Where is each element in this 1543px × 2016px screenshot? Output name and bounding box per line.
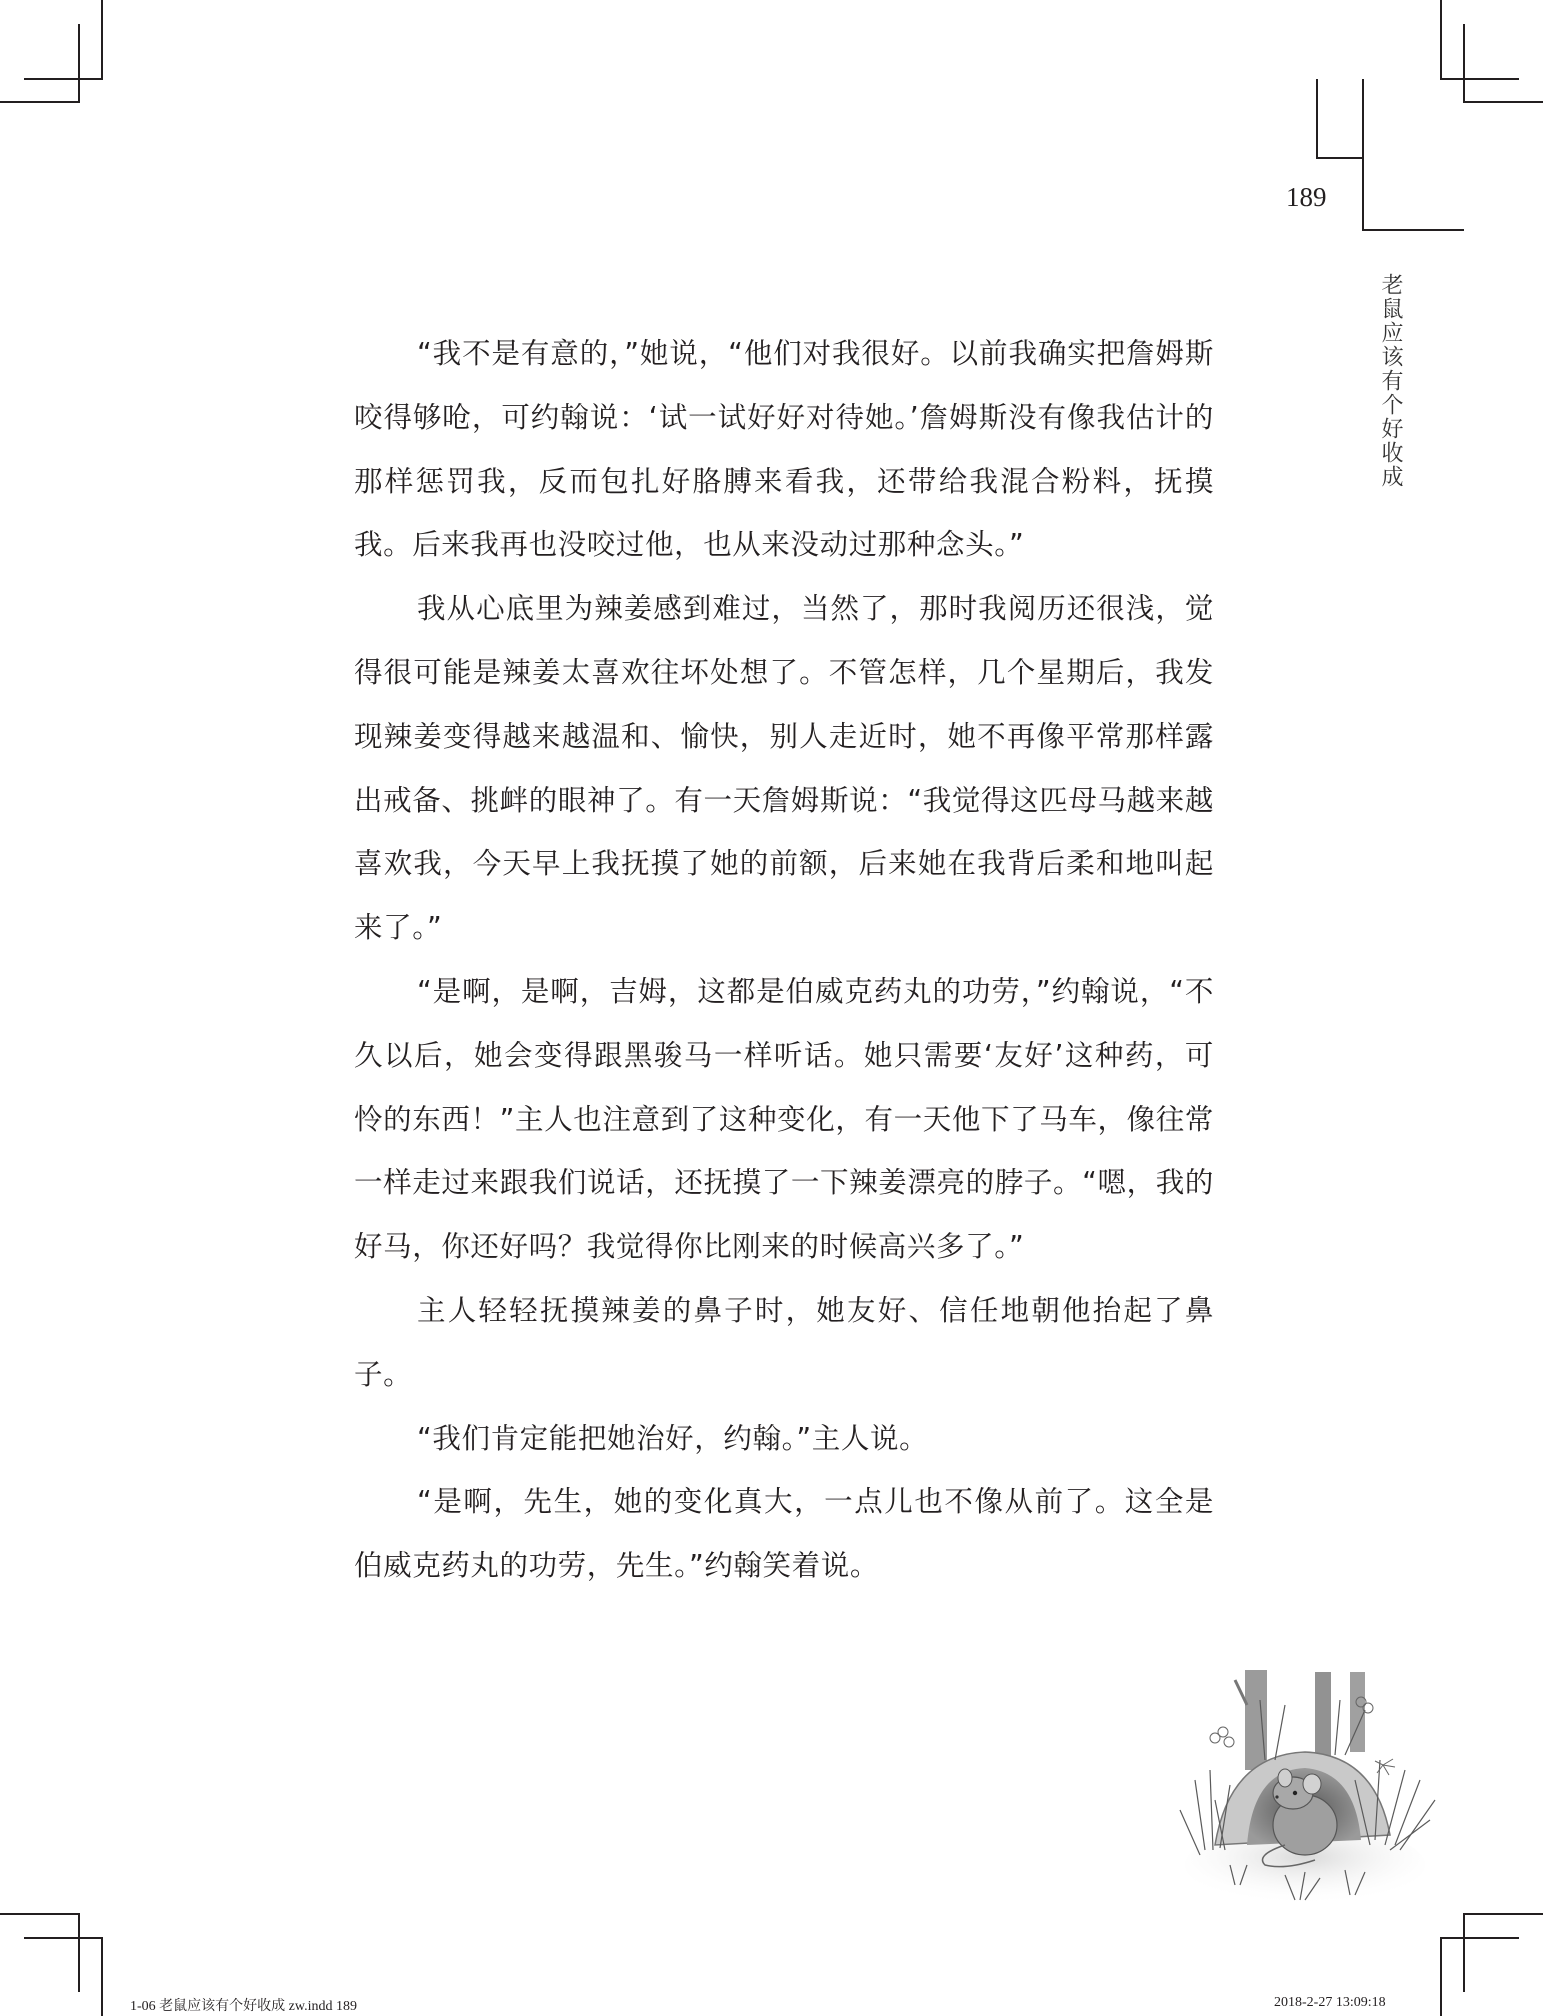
paragraph: 主人轻轻抚摸辣姜的鼻子时，她友好、信任地朝他抬起了鼻子。 (354, 1293, 1214, 1391)
page-number: 189 (1286, 182, 1327, 212)
crop-mark-top-left-horizontal-inner (24, 78, 103, 80)
header-bracket-right-vertical (1362, 79, 1364, 230)
paragraph: 我从心底里为辣姜感到难过，当然了，那时我阅历还很浅，觉得很可能是辣姜太喜欢往坏处想了。不管怎样，几个星期后，我发现辣姜变得越来越温和、愉快，别人走近时，她不再像平常那样露出戒备、挑衅的眼神了。有一天詹姆斯说：“我觉得这匹母马越来越喜欢我，今天早上我抚摸了她的前额，后来她在我背后柔和地叫起来了。” (354, 592, 1214, 945)
crop-mark-top-right-horizontal-inner (1440, 78, 1519, 80)
print-slug-timestamp: 2018-2-27 13:09:18 (1274, 1995, 1386, 2010)
crop-mark-bottom-right-horizontal-inner (1440, 1937, 1519, 1939)
crop-mark-bottom-right-vertical-outer (1440, 1937, 1442, 2016)
header-bracket-left-vertical (1316, 79, 1318, 158)
crop-mark-top-left-vertical-outer (101, 0, 103, 79)
paragraph: “是啊，是啊，吉姆，这都是伯威克药丸的功劳，”约翰说，“不久以后，她会变得跟黑骏马一样听话。她只需要‘友好’这种药，可怜的东西！”主人也注意到了这种变化，有一天他下了马车，像往常一样走过来跟我们说话，还抚摸了一下辣姜漂亮的脖子。“嗯，我的好马，你还好吗？我觉得你比刚来的时候高兴多了。” (354, 974, 1214, 1264)
crop-mark-top-left-horizontal-outer (0, 101, 80, 103)
crop-mark-bottom-left-vertical-outer (101, 1937, 103, 2016)
crop-mark-bottom-left-horizontal-outer (0, 1913, 80, 1915)
running-head-chapter-title: 老鼠应该有个好收成 (1378, 273, 1403, 489)
header-bracket-bottom-horizontal (1362, 229, 1464, 231)
crop-mark-top-right-vertical-outer (1440, 0, 1442, 79)
crop-mark-bottom-left-horizontal-inner (24, 1937, 103, 1939)
crop-mark-top-left-vertical-inner (78, 24, 80, 103)
crop-mark-top-right-vertical-inner (1463, 24, 1465, 103)
crop-mark-bottom-left-vertical-inner (78, 1913, 80, 1992)
crop-mark-bottom-right-vertical-inner (1463, 1913, 1465, 1992)
paragraph: “是啊，先生，她的变化真大，一点儿也不像从前了。这全是伯威克药丸的功劳，先生。”约翰笑着说。 (354, 1485, 1214, 1583)
paragraph: “我们肯定能把她治好，约翰。”主人说。 (417, 1421, 929, 1455)
crop-mark-bottom-right-horizontal-outer (1463, 1913, 1543, 1915)
print-slug-filename: 1-06 老鼠应该有个好收成 zw.indd 189 (130, 1999, 357, 2014)
paragraph: “我不是有意的，”她说，“他们对我很好。以前我确实把詹姆斯咬得够呛，可约翰说：‘试一试好好对待她。’詹姆斯没有像我估计的那样惩罚我，反而包扎好胳膊来看我，还带给我混合粉料，抚摸我。后来我再也没咬过他，也从来没动过那种念头。” (354, 337, 1214, 562)
header-bracket-left-horizontal (1316, 157, 1362, 159)
crop-mark-top-right-horizontal-outer (1463, 101, 1543, 103)
body-text (354, 322, 1214, 1598)
mouse-illustration (1175, 1660, 1440, 1910)
